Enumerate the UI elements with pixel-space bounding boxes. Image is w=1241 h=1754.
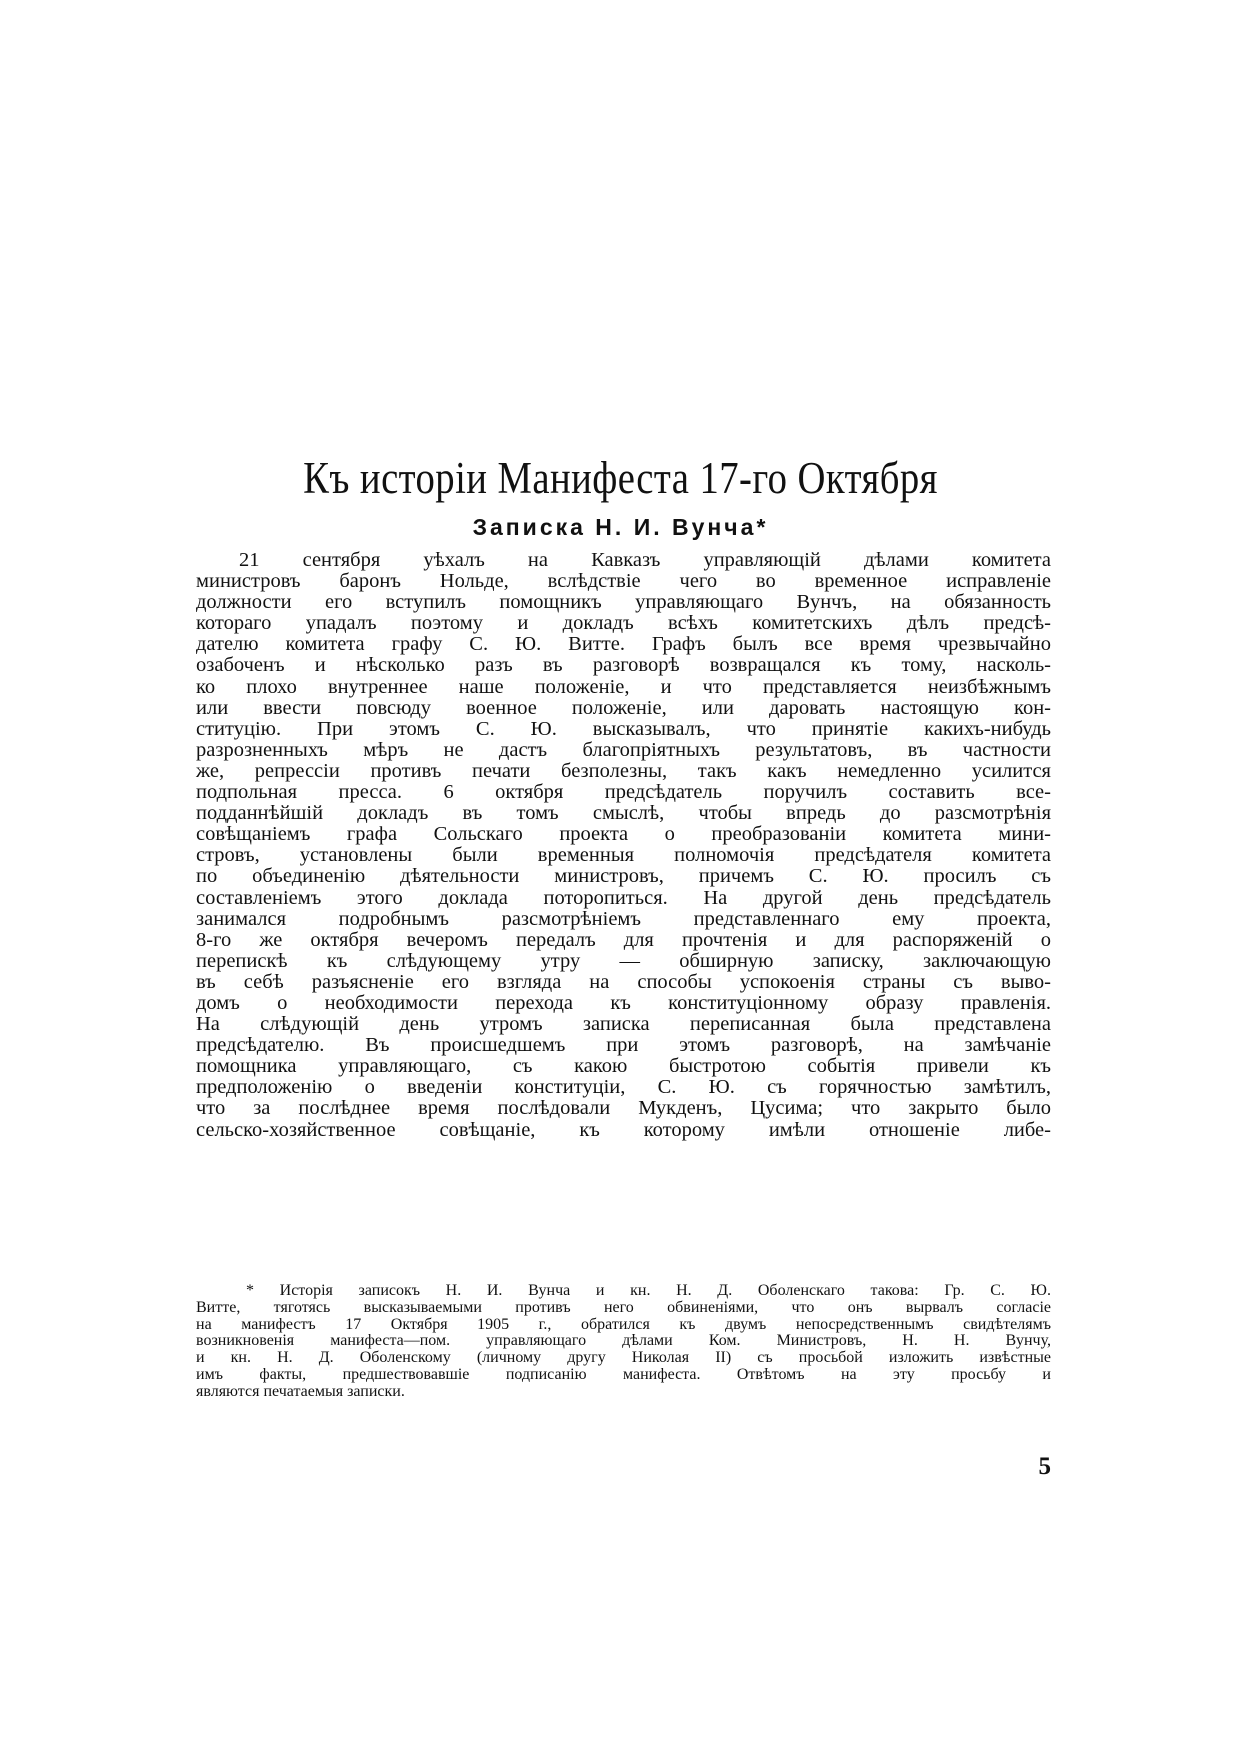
body-line: домъ о необходимости перехода къ конституціонному образу правленія. bbox=[196, 991, 1051, 1014]
body-line: На слѣдующій день утромъ записка переписанная была представлена bbox=[196, 1013, 1051, 1036]
body-line: перепискѣ къ слѣдующему утру — обширную записку, заключающую bbox=[196, 949, 1051, 972]
body-line: сельско-хозяйственное совѣщаніе, къ которому имѣли отношеніе либе- bbox=[196, 1118, 1051, 1141]
page-subtitle: Записка Н. И. Вунча* bbox=[472, 514, 769, 540]
body-line: 21 сентября уѣхалъ на Кавказъ управляющій дѣлами комитета bbox=[239, 549, 1051, 571]
body-line: предположенію о введеніи конституціи, С. Ю. съ горячностью замѣтилъ, bbox=[196, 1076, 1051, 1099]
body-line: занимался подробнымъ разсмотрѣніемъ представленнаго ему проекта, bbox=[196, 907, 1051, 930]
body-line: 8-го же октября вечеромъ передалъ для прочтенія и для распоряженій о bbox=[196, 928, 1051, 951]
footnote-line: Витте, тяготясь высказываемыми противъ него обвиненіями, что онъ вырвалъ согласіе bbox=[196, 1298, 1051, 1316]
body-line: совѣщаніемъ графа Сольскаго проекта о преобразованіи комитета мини- bbox=[196, 823, 1051, 846]
body-line: стровъ, установлены были временныя полномочія предсѣдателя комитета bbox=[196, 844, 1051, 867]
body-line: котораго упадалъ поэтому и докладъ всѣхъ комитетскихъ дѣлъ предсѣ- bbox=[196, 612, 1051, 635]
body-line: составленіемъ этого доклада поторопиться. На другой день предсѣдатель bbox=[196, 886, 1051, 909]
body-line: должности его вступилъ помощникъ управляющаго Вунчъ, на обязанность bbox=[196, 591, 1051, 614]
footnote-line: и кн. Н. Д. Оболенскому (личному другу Николая II) съ просьбой изложить извѣстные bbox=[196, 1349, 1051, 1367]
footnote-line: имъ факты, предшествовавшіе подписанію манифеста. Отвѣтомъ на эту просьбу и bbox=[196, 1365, 1051, 1383]
body-line: ституцію. При этомъ С. Ю. высказывалъ, что принятіе какихъ-нибудь bbox=[196, 717, 1051, 740]
body-line: помощника управляющаго, съ какою быстротою событія привели къ bbox=[196, 1055, 1051, 1078]
body-line: по объединенію дѣятельности министровъ, причемъ С. Ю. просилъ съ bbox=[196, 865, 1051, 888]
footnote-line: возникновенія манифеста—пом. управляющаго дѣлами Ком. Министровъ, Н. Н. Вунчу, bbox=[196, 1332, 1051, 1350]
body-line: подданнѣйшій докладъ въ томъ смыслѣ, чтобы впредь до разсмотрѣнія bbox=[196, 802, 1051, 825]
page-number: 5 bbox=[1038, 1453, 1051, 1480]
footnote-line: * Исторія записокъ Н. И. Вунча и кн. Н. Д. Оболенскаго такова: Гр. С. Ю. bbox=[246, 1282, 1051, 1299]
body-line: разрозненныхъ мѣръ не дастъ благопріятныхъ результатовъ, въ частности bbox=[196, 738, 1051, 761]
body-line: въ себѣ разъясненіе его взгляда на способы успокоенія страны съ выво- bbox=[196, 970, 1051, 993]
body-text bbox=[196, 550, 1051, 1141]
body-line: же, репрессіи противъ печати безполезны, такъ какъ немедленно усилится bbox=[196, 759, 1051, 782]
body-line: дателю комитета графу С. Ю. Витте. Графъ былъ все время чрезвычайно bbox=[196, 633, 1051, 656]
body-line: подпольная пресса. 6 октября предсѣдатель поручилъ составить все- bbox=[196, 781, 1051, 804]
body-line: ко плохо внутреннее наше положеніе, и что представляется неизбѣжнымъ bbox=[196, 675, 1051, 698]
body-line: что за послѣднее время послѣдовали Мукденъ, Цусима; что закрыто было bbox=[196, 1097, 1051, 1120]
body-line: озабоченъ и нѣсколько разъ въ разговорѣ возвращался къ тому, насколь- bbox=[196, 654, 1051, 677]
footnote bbox=[196, 1283, 1051, 1401]
footnote-line: являются печатаемыя записки. bbox=[196, 1382, 405, 1400]
page-title: Къ исторіи Манифеста 17-го Октября bbox=[303, 453, 938, 503]
body-line: министровъ баронъ Нольде, вслѣдствіе чего во временное исправленіе bbox=[196, 570, 1051, 593]
body-line: предсѣдателю. Въ происшедшемъ при этомъ разговорѣ, на замѣчаніе bbox=[196, 1034, 1051, 1057]
footnote-line: на манифестъ 17 Октября 1905 г., обратился къ двумъ непосредственнымъ свидѣтелямъ bbox=[196, 1315, 1051, 1333]
body-line: или ввести повсюду военное положеніе, или даровать настоящую кон- bbox=[196, 696, 1051, 719]
